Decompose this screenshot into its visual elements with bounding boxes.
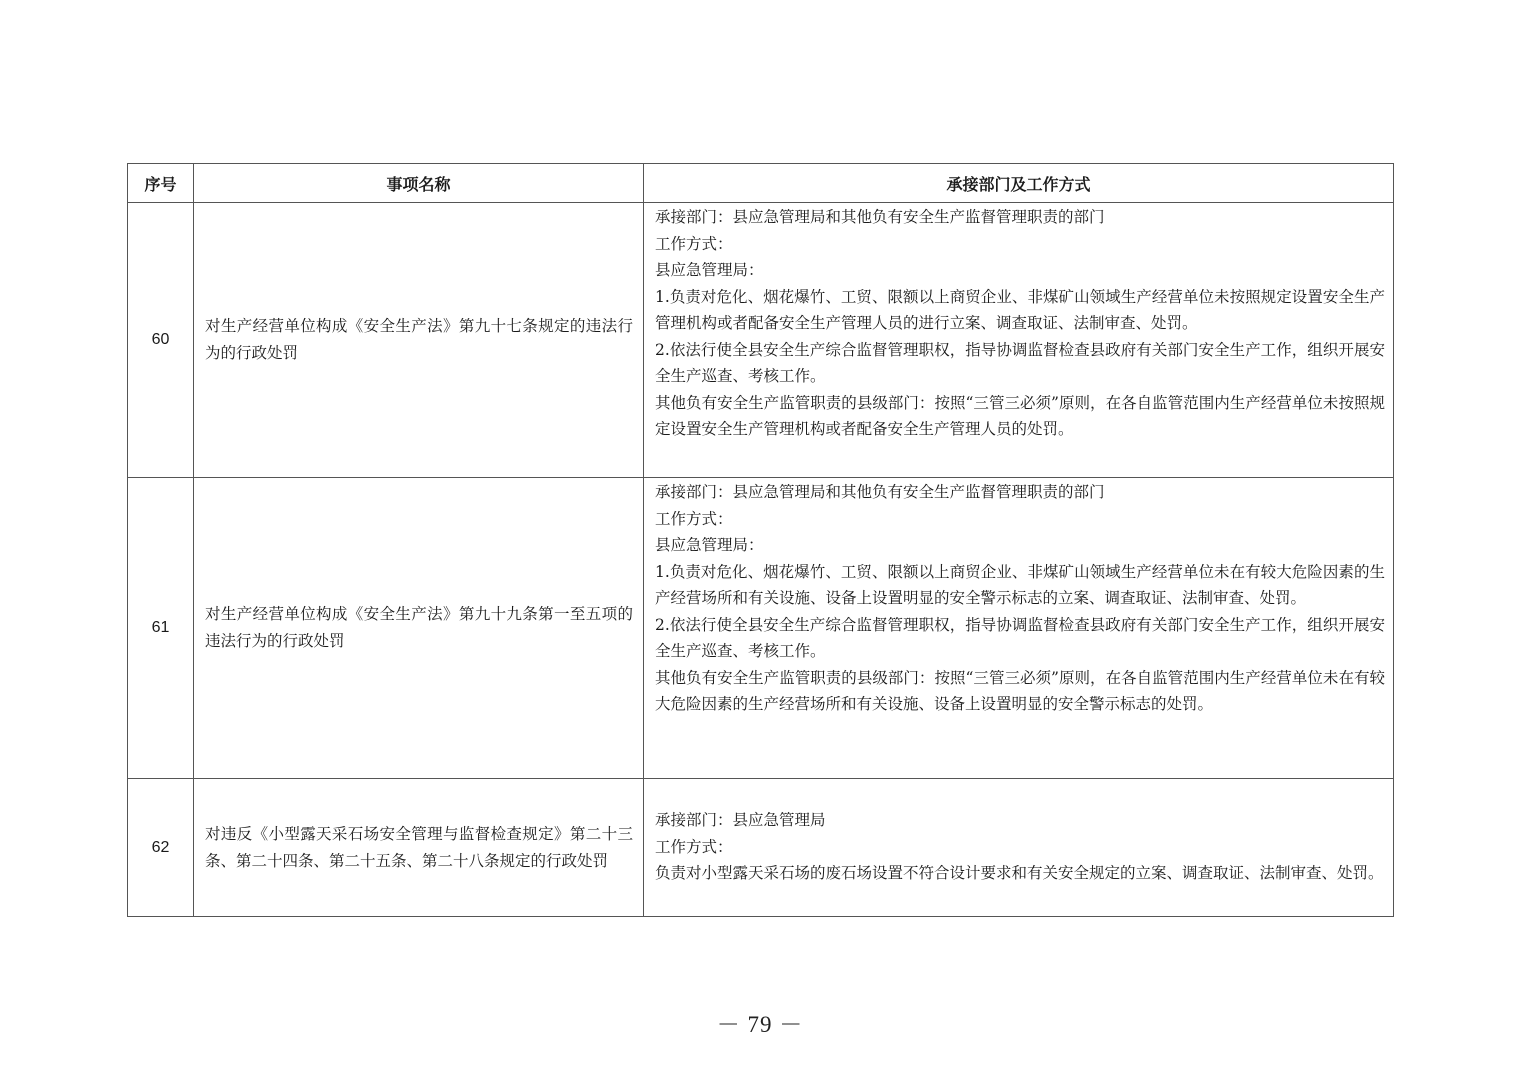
row-serial-number: 62 (128, 779, 194, 917)
table-header-row (128, 164, 1394, 203)
row-department-method (644, 478, 1394, 779)
row-department-method (644, 203, 1394, 478)
dept-line: 县应急管理局： (655, 261, 764, 279)
row-matter-name: 对违反《小型露天采石场安全管理与监督检查规定》第二十三条、第二十四条、第二十五条、第二十八条规定的行政处罚 (194, 779, 644, 917)
row-matter-name: 对生产经营单位构成《安全生产法》第九十七条规定的违法行为的行政处罚 (194, 203, 644, 478)
page-number: － 79 － (716, 1012, 804, 1037)
dept-line: 其他负有安全生产监管职责的县级部门：按照“三管三必须”原则，在各自监管范围内生产经营单位未按照规定设置安全生产管理机构或者配备安全生产管理人员的处罚。 (655, 393, 1385, 438)
header-department-method: 承接部门及工作方式 (644, 164, 1394, 203)
row-serial-number: 61 (128, 478, 194, 779)
header-matter-name: 事项名称 (194, 164, 644, 203)
row-matter-name: 对生产经营单位构成《安全生产法》第九十九条第一至五项的违法行为的行政处罚 (194, 478, 644, 779)
dept-line: 工作方式： (655, 509, 733, 528)
row-serial-number: 60 (128, 203, 194, 478)
dept-line: 负责对小型露天采石场的废石场设置不符合设计要求和有关安全规定的立案、调查取证、法制审查、处罚。 (655, 864, 1384, 883)
table-row (128, 779, 1394, 917)
matters-table (127, 163, 1394, 917)
dept-line: 承接部门：县应急管理局 (655, 811, 826, 830)
dept-line: 2.依法行使全县安全生产综合监督管理职权，指导协调监督检查县政府有关部门安全生产工作，组织开展安全生产巡查、考核工作。 (655, 340, 1385, 385)
table-row (128, 203, 1394, 478)
dept-line: 2.依法行使全县安全生产综合监督管理职权，指导协调监督检查县政府有关部门安全生产工作，组织开展安全生产巡查、考核工作。 (655, 615, 1385, 660)
dept-line: 1.负责对危化、烟花爆竹、工贸、限额以上商贸企业、非煤矿山领域生产经营单位未按照规定设置安全生产管理机构或者配备安全生产管理人员的进行立案、调查取证、法制审查、处罚。 (655, 287, 1385, 332)
dept-line: 工作方式： (655, 234, 733, 253)
dept-line: 县应急管理局： (655, 536, 764, 554)
dept-line: 承接部门：县应急管理局和其他负有安全生产监督管理职责的部门 (655, 483, 1105, 501)
dept-line: 承接部门：县应急管理局和其他负有安全生产监督管理职责的部门 (655, 208, 1105, 226)
dept-line: 工作方式： (655, 837, 733, 856)
row-department-method (644, 779, 1394, 917)
dept-line: 其他负有安全生产监管职责的县级部门：按照“三管三必须”原则，在各自监管范围内生产经营单位未在有较大危险因素的生产经营场所和有关设施、设备上设置明显的安全警示标志的处罚。 (655, 668, 1385, 713)
header-serial-number: 序号 (128, 164, 194, 203)
dept-line: 1.负责对危化、烟花爆竹、工贸、限额以上商贸企业、非煤矿山领域生产经营单位未在有较大危险因素的生产经营场所和有关设施、设备上设置明显的安全警示标志的立案、调查取证、法制审查、处罚。 (655, 562, 1385, 607)
table-row (128, 478, 1394, 779)
